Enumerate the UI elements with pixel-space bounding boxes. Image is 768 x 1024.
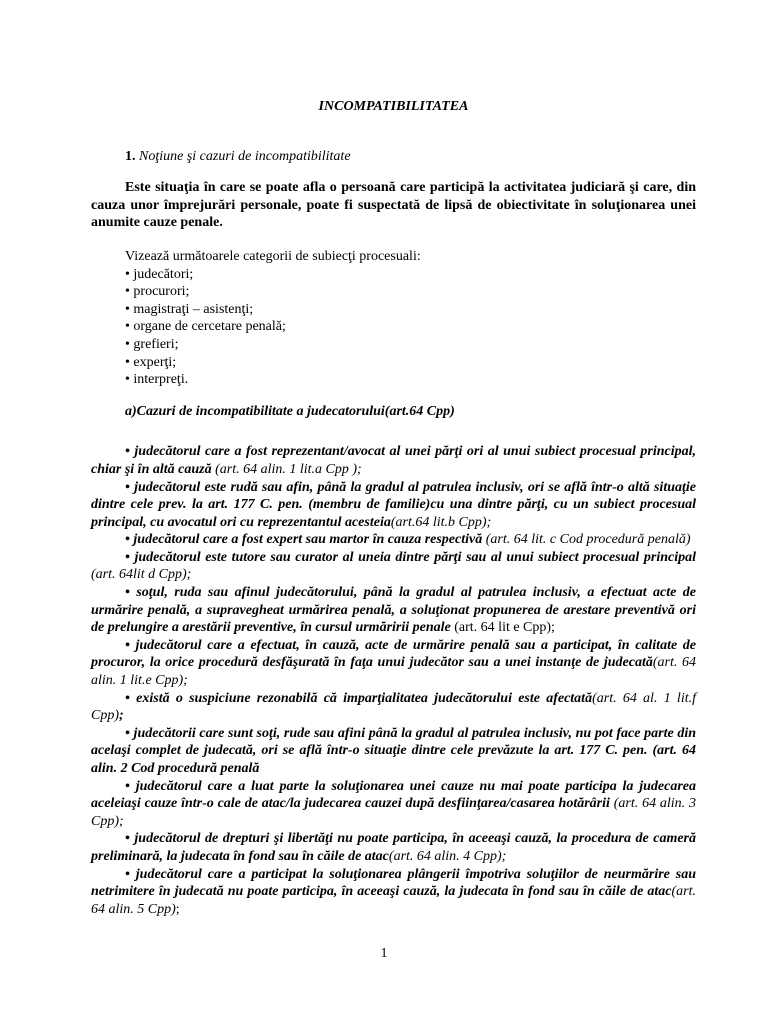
list-item: • organe de cercetare penală;: [125, 319, 286, 335]
case-text: • judecătorul este rudă sau afin, până la gradul al patrulea inclusiv, ori se află într-o altă situaţie dintre cele prev. la art. 177 C. pen. (membru de familie)cu una dintre părţi, cu un subiect procesual principal, cu avocatul ori cu reprezentantul acesteia: [91, 479, 696, 530]
list-item: • judecători;: [125, 266, 194, 282]
case-text: • judecătorii care sunt soţi, rude sau afini până la gradul al patrulea inclusiv, nu pot face parte din acelaşi complet de judecată, ori se află într-o situaţie dintre cele prevăzute la art. 177 C. pen. (art. 64 alin. 2 Cod procedură penală: [91, 725, 696, 776]
case-text: • judecătorul care a fost reprezentant/avocat al unei părţi ori al unui subiect procesual principal, chiar şi în altă cauză: [91, 444, 696, 477]
case-reference: (art. 64 al. 1 lit.f Cpp): [91, 690, 696, 724]
case-reference: (art. 64lit d Cpp);: [91, 567, 192, 583]
section-number: 1.: [125, 148, 136, 164]
categories-list: [91, 266, 696, 389]
case-reference: (art.64 lit.b Cpp);: [390, 514, 492, 530]
section-heading: [91, 148, 696, 166]
list-item: • grefieri;: [125, 336, 179, 352]
case-text: • există o suspiciune rezonabilă că imparţialitatea judecătorului este afectată: [125, 690, 593, 706]
case-paragraph: [91, 549, 696, 584]
case-text: • judecătorul care a fost expert sau martor în cauza respectivă: [125, 532, 483, 548]
list-item: • interpreţi.: [125, 372, 189, 388]
case-paragraph: [91, 584, 696, 637]
case-reference: (art. 64 alin. 4 Cpp);: [388, 848, 507, 864]
case-paragraph: [91, 637, 696, 690]
list-item: • procurori;: [125, 284, 190, 300]
case-text: • soţul, ruda sau afinul judecătorului, până la gradul al patrulea inclusiv, a efectuat acte de urmărire penală, a supravegheat urmărirea penală, a soluţionat propunerea de arestare preventivă ori de prelungire a arestării preventive, în cursul urmăririi penale: [91, 585, 696, 636]
case-text: • judecătorul care a luat parte la soluţionarea unei cauze nu mai poate participa la judecarea aceleiaşi cauze într-o cale de atac/la judecarea cauzei după desfiinţarea/casarea hotărârii: [91, 778, 696, 812]
case-paragraph: [91, 778, 696, 831]
list-item: • magistraţi – asistenţi;: [125, 301, 254, 317]
case-paragraph: [91, 866, 696, 919]
document-body: [91, 98, 696, 918]
case-paragraph: [91, 830, 696, 865]
case-reference: (art. 64 alin. 3 Cpp);: [91, 796, 696, 829]
case-text: • judecătorul este tutore sau curator al uneia dintre părţi sau al unui subiect procesual principal: [125, 549, 696, 565]
list-item: • experţi;: [125, 354, 177, 370]
document-title: INCOMPATIBILITATEA: [318, 99, 469, 114]
case-reference: (art. 64 alin. 1 lit.a Cpp );: [211, 461, 362, 477]
case-text: • judecătorul care a efectuat, în cauză, acte de urmărire penală sau a participat, în calitate de procuror, la orice procedură desfăşurată în faţa unui judecător sau a unei instanţe de judecată: [91, 637, 696, 671]
case-reference: (art. 64 lit e Cpp);: [450, 620, 555, 636]
case-paragraph: [91, 443, 696, 478]
page-number: 1: [380, 946, 388, 961]
case-paragraph: [91, 531, 696, 549]
section-title: Noţiune şi cazuri de incompatibilitate: [139, 148, 351, 164]
case-reference: (art. 64 alin. 1 lit.e Cpp);: [91, 655, 697, 689]
case-paragraph: [91, 725, 696, 778]
case-reference: (art. 64 lit. c Cod procedură penală): [482, 532, 691, 548]
case-text: • judecătorul care a participat la soluţionarea plângerii împotriva soluţiilor de neurmărire sau netrimitere în judecată nu poate participa, în aceeaşi cauză, la judecata în fond sau în căile de atac: [91, 866, 696, 900]
categories-intro: Vizează următoarele categorii de subiecţi procesuali:: [125, 248, 421, 264]
case-tail: ;: [175, 901, 180, 917]
case-paragraph: [91, 479, 696, 532]
case-text: • judecătorul de drepturi şi libertăţi nu poate participa, în aceeaşi cauză, la procedura de cameră preliminară, la judecata în fond sau în căile de atac: [91, 831, 696, 864]
subsection-heading: a)Cazuri de incompatibilitate a judecatorului(art.64 Cpp): [125, 403, 455, 419]
definition-paragraph: Este situaţia în care se poate afla o persoană care participă la activitatea judiciară şi care, din cauza unor împrejurări personale, poate fi suspectată de lipsă de obiectivitate în soluţionarea unei anumite cauze penale.: [91, 180, 696, 231]
case-reference: (art. 64 alin. 5 Cpp): [91, 884, 696, 917]
case-paragraph: [91, 690, 696, 725]
case-tail: ;: [119, 708, 124, 724]
